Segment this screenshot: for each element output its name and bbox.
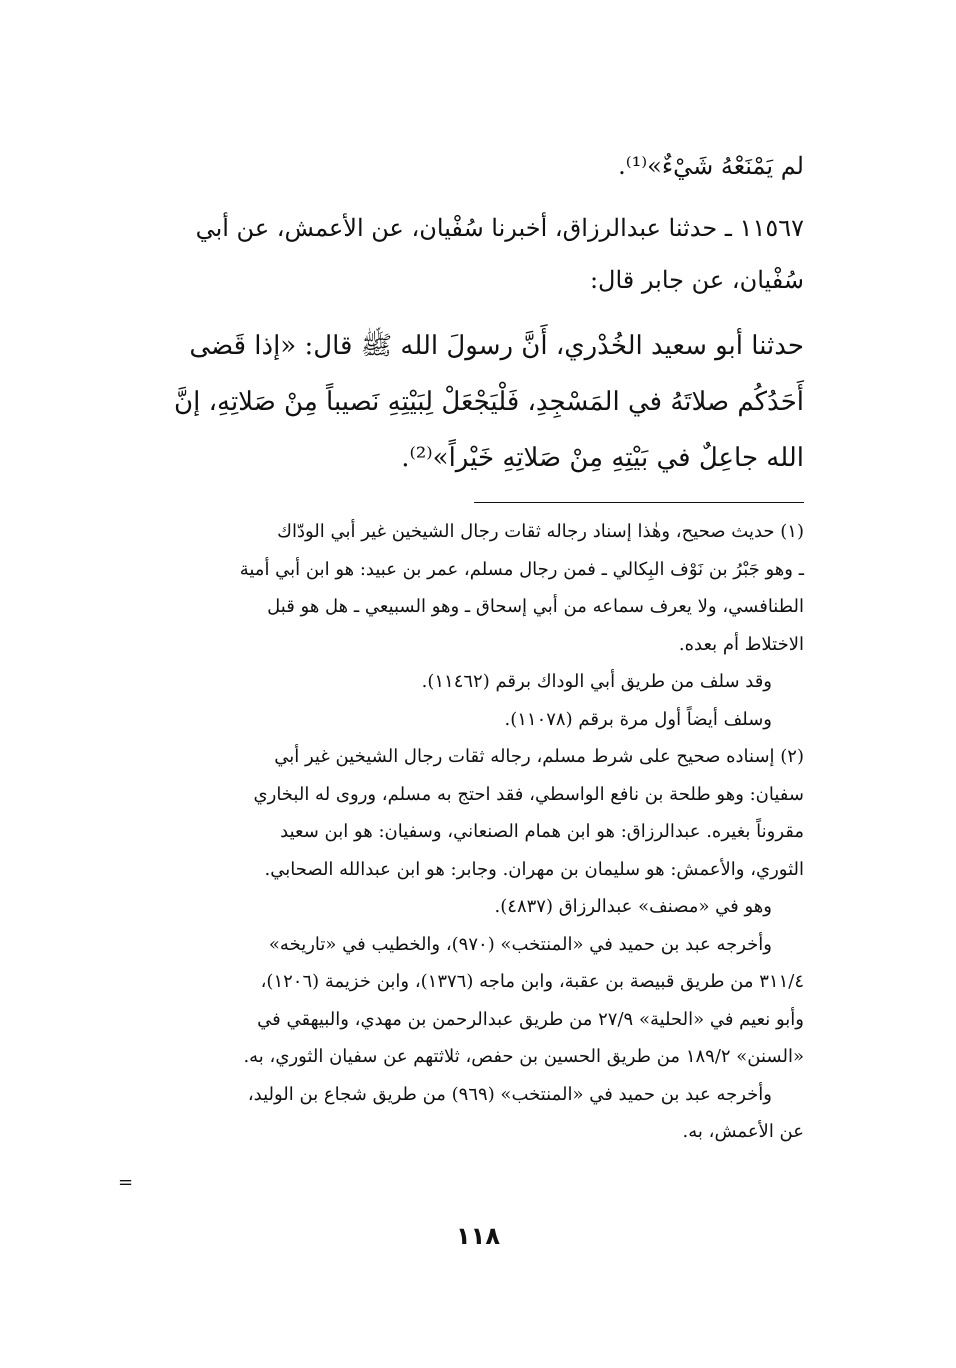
footnote-1-line-1: (١) حديث صحيح، وهٰذا إسناد رجاله ثقات رجال الشيخين غير أبي الودّاك	[277, 521, 804, 542]
footnote-divider	[474, 502, 804, 503]
footnote-1-line-6: وسلف أيضاً أول مرة برقم (١١٠٧٨).	[504, 708, 772, 730]
footnote-2-line-1: (٢) إسناده صحيح على شرط مسلم، رجاله ثقات رجال الشيخين غير أبي	[274, 746, 804, 767]
page-content	[100, 140, 804, 1151]
footnote-2-line-5: وهو في «مصنف» عبدالرزاق (٤٨٣٧).	[494, 896, 772, 917]
main-text	[100, 140, 804, 486]
footnote-1-line-2: ـ وهو جَبْرُ بن نَوْف البِكالي ـ فمن رجال مسلم، عمر بن عبيد: هو ابن أبي أمية	[239, 558, 804, 580]
carry-over-line: لم يَمْنَعْهُ شَيْءٌ»⁽¹⁾.	[618, 152, 804, 180]
hadith-matn	[100, 318, 804, 486]
footnote-2-line-11: عن الأعمش، به.	[682, 1121, 804, 1142]
matn-line-2: أَحَدُكُم صلاتَهُ في المَسْجِدِ، فَلْيَجْعَلْ لِبَيْتِهِ نَصيباً مِنْ صَلاتِهِ، إنَّ	[174, 387, 804, 417]
hadith-isnad	[100, 202, 804, 306]
footnote-1-line-5: وقد سلف من طريق أبي الوداك برقم (١١٤٦٢).	[421, 671, 772, 692]
matn-line-1: حدثنا أبو سعيد الخُدْري، أَنَّ رسولَ الله ﷺ قال: «إذا قَضى	[189, 331, 804, 361]
footnote-2-line-4: الثوري، والأعمش: هو سليمان بن مهران. وجابر: هو ابن عبدالله الصحابي.	[264, 858, 804, 880]
page-number: ١١٨	[456, 1222, 500, 1250]
footnotes	[100, 513, 804, 1151]
footnote-2-line-8: وأبو نعيم في «الحلية» ٢٧/٩ من طريق عبدالرحمن بن مهدي، والبيهقي في	[257, 1008, 804, 1030]
footnote-1-line-3: الطنافسي، ولا يعرف سماعه من أبي إسحاق ـ وهو السبيعي ـ هل هو قبل	[267, 596, 804, 617]
footnote-2-line-2: سفيان: وهو طلحة بن نافع الواسطي، فقد احتج به مسلم، وروى له البخاري	[253, 783, 804, 805]
hadith-number: ١١٥٦٧ ـ	[724, 214, 804, 242]
footnote-2-line-9: «السنن» ١٨٩/٢ من طريق الحسين بن حفص، ثلاثتهم عن سفيان الثوري، به.	[243, 1046, 804, 1067]
continuation-mark: =	[118, 1172, 134, 1193]
footnote-1-line-4: الاختلاط أم بعده.	[678, 633, 804, 655]
matn-line-3: الله جاعِلٌ في بَيْتِهِ مِنْ صَلاتِهِ خَيْراً»⁽²⁾.	[401, 443, 804, 473]
footnote-2-line-6: وأخرجه عبد بن حميد في «المنتخب» (٩٧٠)، والخطيب في «تاريخه»	[268, 933, 772, 955]
isnad-line-2: سُفْيان، عن جابر قال:	[589, 266, 804, 294]
footnote-2-line-10: وأخرجه عبد بن حميد في «المنتخب» (٩٦٩) من طريق شجاع بن الوليد،	[247, 1083, 772, 1105]
isnad-line-1: حدثنا عبدالرزاق، أخبرنا سُفْيان، عن الأعمش، عن أبي	[195, 214, 718, 242]
footnote-2-line-3: مقروناً بغيره. عبدالرزاق: هو ابن همام الصنعاني، وسفيان: هو ابن سعيد	[280, 821, 804, 842]
footnote-2-line-7: ٣١١/٤ من طريق قبيصة بن عقبة، وابن ماجه (١٣٧٦)، وابن خزيمة (١٢٠٦)،	[260, 971, 804, 992]
